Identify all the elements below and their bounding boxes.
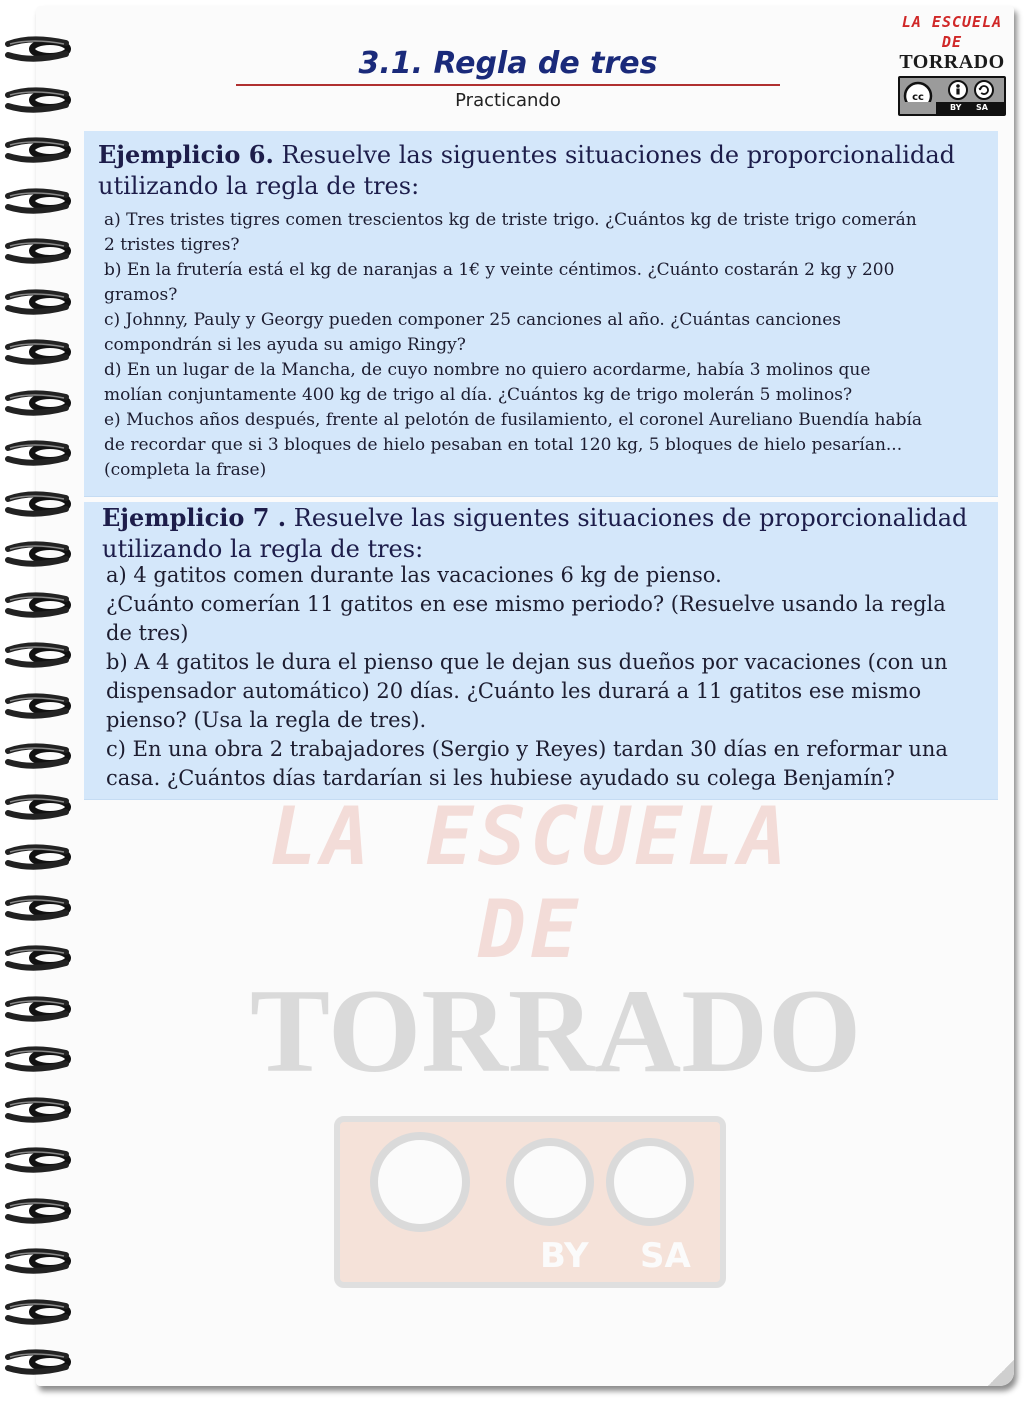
example-7-item-a: a) 4 gatitos comen durante las vacaciones 6 kg de pienso. xyxy=(106,563,722,587)
example-7-heading xyxy=(102,502,978,565)
example-7-label: Ejemplicio 7 . xyxy=(102,503,287,532)
example-6-items xyxy=(98,208,958,483)
page-subtitle: Practicando xyxy=(455,90,561,111)
example-7-items xyxy=(102,561,978,793)
spiral-ring xyxy=(4,691,74,721)
logo-line3: TORRADO xyxy=(899,51,1005,73)
spiral-ring xyxy=(4,236,74,266)
cc-by-label: BY xyxy=(950,103,962,112)
spiral-ring xyxy=(4,1297,74,1327)
example-6-item-b: b) En la frutería está el kg de naranjas a 1€ y veinte céntimos. ¿Cuánto costarán 2 kg y 200 gramos? xyxy=(104,260,895,305)
header xyxy=(236,44,780,111)
example-7-box xyxy=(84,502,998,800)
example-6-label: Ejemplicio 6. xyxy=(98,140,274,169)
title-underline xyxy=(236,84,780,86)
example-6-item-c: c) Johnny, Pauly y Georgy pueden componer 25 canciones al año. ¿Cuántas canciones compondrán si les ayuda su amigo Ringy? xyxy=(104,310,841,355)
spiral-ring xyxy=(4,1347,74,1377)
logo-line2: DE xyxy=(941,33,963,51)
spiral-ring xyxy=(4,1044,74,1074)
example-6-intro: Resuelve las siguentes situaciones de proporcionalidad utilizando la regla de tres: xyxy=(98,141,956,200)
spiral-ring xyxy=(4,438,74,468)
spiral-ring xyxy=(4,1246,74,1276)
share-alike-icon xyxy=(975,81,993,99)
example-6-item-d: d) En un lugar de la Mancha, de cuyo nombre no quiero acordarme, había 3 molinos que molían conjuntamente 400 kg de trigo al día. ¿Cuántos kg de trigo molerán 5 molinos? xyxy=(104,360,871,405)
example-7-item-c: c) En una obra 2 trabajadores (Sergio y Reyes) tardan 30 días en reformar una casa. ¿Cuántos días tardarían si les hubiese ayudado su colega Benjamín? xyxy=(106,737,948,790)
spiral-ring xyxy=(4,539,74,569)
spiral-ring xyxy=(4,135,74,165)
spiral-ring xyxy=(4,85,74,115)
spiral-ring xyxy=(4,893,74,923)
spiral-ring xyxy=(4,1196,74,1226)
example-6-item-e: e) Muchos años después, frente al pelotón de fusilamiento, el coronel Aureliano Buendía había de recordar que si 3 bloques de hielo pesaban en total 120 kg, 5 bloques de hielo pesarían... (completa la frase) xyxy=(104,410,923,480)
page-corner-fold xyxy=(988,1360,1014,1386)
page-title: 3.1. Regla de tres xyxy=(358,46,658,81)
cc-label-strip xyxy=(936,102,1004,114)
spiral-ring xyxy=(4,994,74,1024)
spiral-ring xyxy=(4,640,74,670)
attribution-icon xyxy=(949,81,967,99)
example-6-box xyxy=(84,131,998,497)
spiral-ring xyxy=(4,842,74,872)
example-7-item-a-question: ¿Cuánto comerían 11 gatitos en ese mismo periodo? (Resuelve usando la regla de tres) xyxy=(106,592,946,645)
school-logo xyxy=(896,12,1008,116)
spiral-ring xyxy=(4,1145,74,1175)
cc-icons xyxy=(900,78,1004,102)
spiral-ring xyxy=(4,337,74,367)
spiral-ring xyxy=(4,792,74,822)
spiral-ring xyxy=(4,741,74,771)
cc-license-badge xyxy=(898,76,1006,116)
cc-sa-label: SA xyxy=(976,103,988,112)
example-6-heading xyxy=(98,139,958,202)
spiral-binding xyxy=(0,0,80,1427)
spiral-ring xyxy=(4,388,74,418)
spiral-ring xyxy=(4,943,74,973)
spiral-ring xyxy=(4,186,74,216)
example-7-item-b: b) A 4 gatitos le dura el pienso que le dejan sus dueños por vacaciones (con un dispensador automático) 20 días. ¿Cuánto les durará a 11 gatitos ese mismo pienso? (Usa la regla de tres). xyxy=(106,650,948,732)
spiral-ring xyxy=(4,590,74,620)
svg-text:cc: cc xyxy=(912,92,924,102)
spiral-ring xyxy=(4,489,74,519)
cc-icon xyxy=(905,83,931,102)
logo-line1: LA ESCUELA xyxy=(901,13,1003,31)
spiral-ring xyxy=(4,287,74,317)
spiral-ring xyxy=(4,34,74,64)
example-7-intro: Resuelve las siguentes situaciones de proporcionalidad utilizando la regla de tres: xyxy=(102,504,968,563)
spiral-ring xyxy=(4,1095,74,1125)
example-6-item-a: a) Tres tristes tigres comen trescientos kg de triste trigo. ¿Cuántos kg de triste trigo comerán 2 tristes tigres? xyxy=(104,210,917,255)
